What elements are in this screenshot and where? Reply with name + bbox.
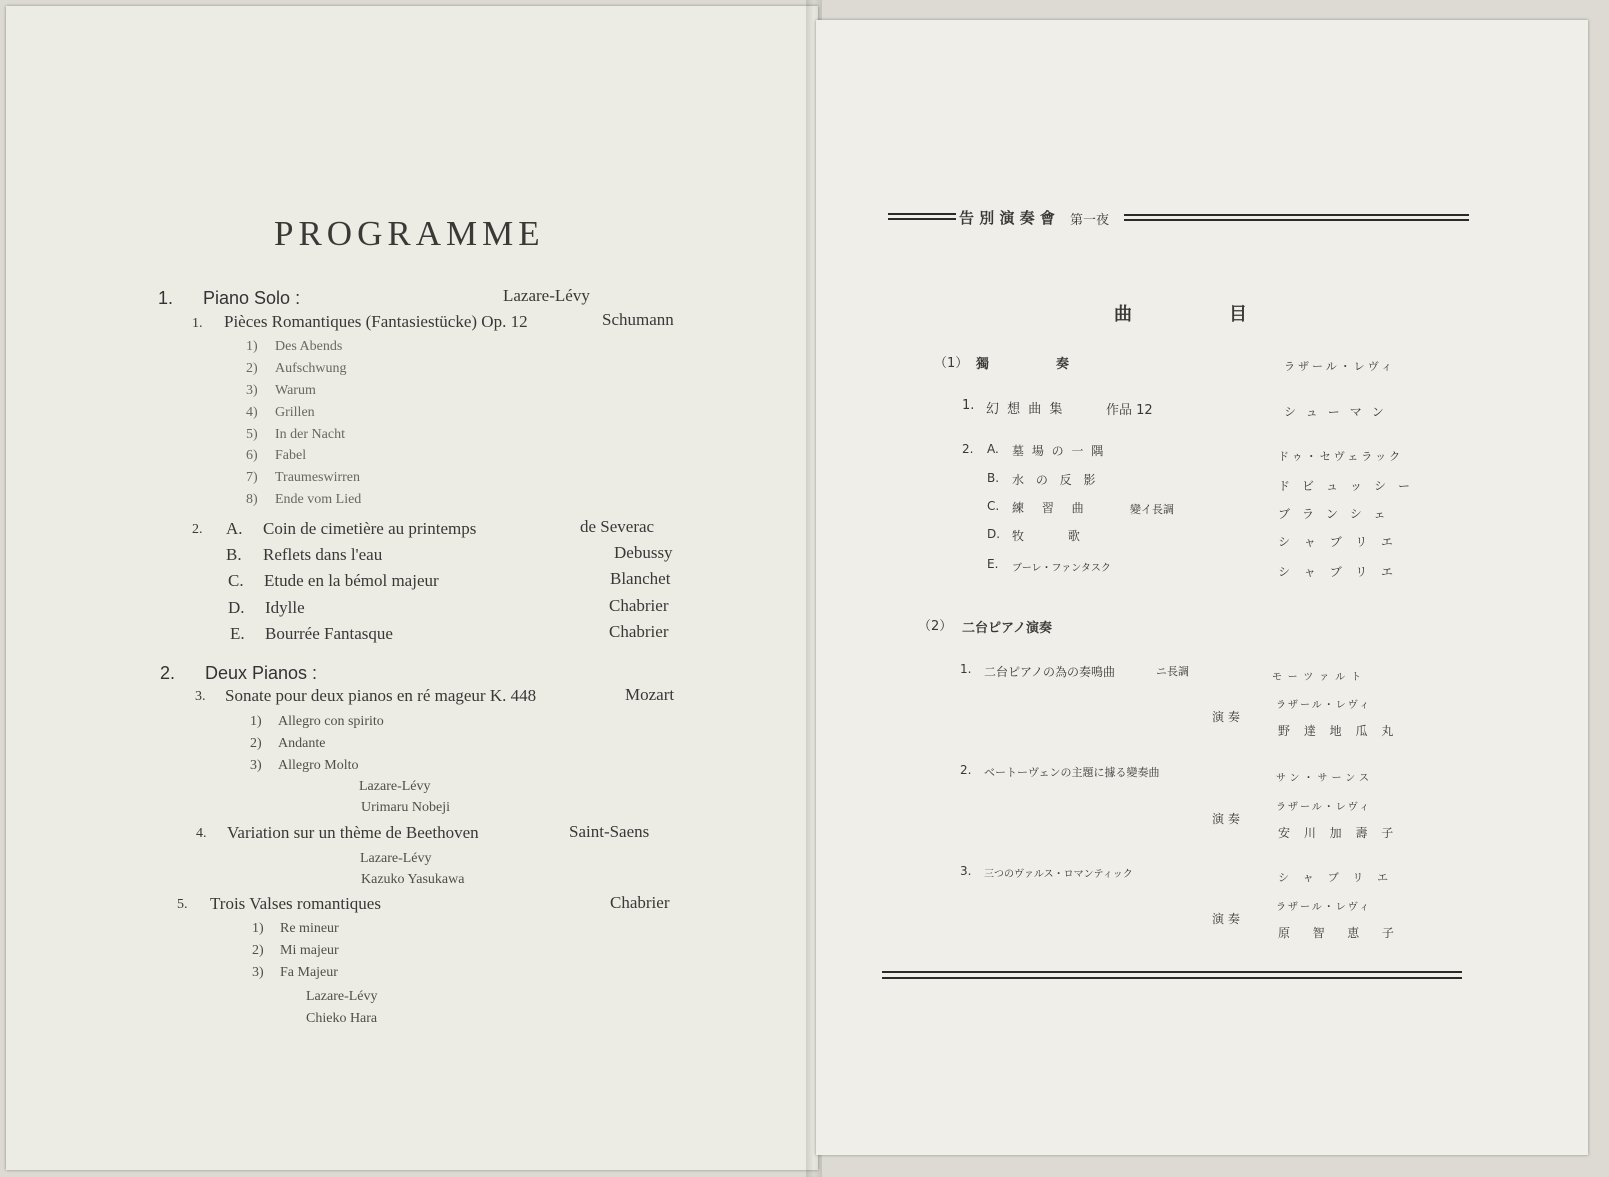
duo-3-performer: 原 智 恵 子	[1278, 926, 1399, 940]
item-extra: 變イ長調	[1130, 503, 1174, 516]
piece-4-number: 4.	[196, 826, 207, 841]
section-1-label-2: 奏	[1056, 357, 1070, 372]
item-composer: Chabrier	[609, 622, 669, 641]
piece-5-performer: Chieko Hara	[306, 1011, 378, 1026]
item-composer: ドビュッシー	[1278, 479, 1423, 493]
duo-2-performer: 安 川 加 壽 子	[1278, 826, 1399, 840]
item-composer: Chabrier	[609, 596, 669, 615]
movement-number: 1)	[252, 921, 264, 936]
movement-title: Grillen	[275, 405, 315, 420]
item-composer: シャブリエ	[1278, 535, 1408, 549]
item-letter: C.	[987, 499, 1000, 513]
item-title: Idylle	[265, 598, 305, 617]
piece-3-performer: Urimaru Nobeji	[361, 800, 451, 815]
item-title: 水 の 反 影	[1012, 473, 1100, 487]
duo-2-title: ベートーヴェンの主題に據る變奏曲	[984, 766, 1160, 779]
item-letter: B.	[987, 471, 1000, 485]
section-2-label: Deux Pianos :	[205, 663, 318, 683]
movement-title: Aufschwung	[275, 361, 347, 376]
piece-5-performer: Lazare-Lévy	[306, 989, 378, 1004]
left-page	[6, 6, 818, 1170]
piece-1-number: 1.	[962, 398, 975, 413]
program-heading-left: 曲	[1114, 304, 1132, 325]
duo-1-key: ニ長調	[1156, 665, 1189, 678]
duo-1-title: 二台ピアノの為の奏鳴曲	[984, 665, 1116, 679]
movement-title: Allegro Molto	[278, 758, 359, 773]
duo-1-performer: 野 達 地 瓜 丸	[1278, 724, 1399, 738]
movement-number: 4)	[246, 405, 258, 420]
item-composer: ドゥ・セヴェラック	[1278, 450, 1404, 463]
movement-title: Mi majeur	[280, 943, 339, 958]
movement-title: Re mineur	[280, 921, 339, 936]
section-1-number: 1.	[158, 288, 174, 308]
item-title: 牧 歌	[1012, 529, 1083, 543]
piece-5-number: 5.	[177, 897, 188, 912]
duo-1-performer: ラザール・レヴィ	[1276, 700, 1372, 711]
item-title: ブーレ・ファンタスク	[1012, 563, 1111, 574]
duo-3-performed-by: 演 奏	[1212, 912, 1240, 926]
item-composer: de Severac	[580, 517, 655, 536]
footer-rule	[882, 977, 1462, 979]
movement-title: Ende vom Lied	[275, 492, 362, 507]
item-title: Bourrée Fantasque	[265, 624, 393, 643]
piece-1-title: Pièces Romantiques (Fantasiestücke) Op. 12	[224, 312, 528, 331]
movement-title: Warum	[275, 383, 316, 398]
movement-title: Allegro con spirito	[278, 714, 384, 729]
item-composer: Blanchet	[610, 569, 671, 588]
piece-3-performer: Lazare-Lévy	[359, 779, 431, 794]
piece-4-performer: Lazare-Lévy	[360, 851, 432, 866]
concert-night: 第一夜	[1070, 213, 1110, 228]
piece-4-composer: Saint-Saens	[569, 822, 650, 841]
duo-1-composer: モーツァルト	[1272, 672, 1368, 683]
movement-title: Des Abends	[275, 339, 343, 354]
footer-rule	[882, 971, 1462, 973]
movement-number: 2)	[250, 736, 262, 751]
piece-1-opus: 作品 12	[1106, 403, 1153, 418]
piece-3-number: 3.	[195, 689, 206, 704]
item-title: 練 習 曲	[1012, 501, 1091, 515]
item-letter: A.	[226, 519, 243, 538]
movement-number: 6)	[246, 448, 258, 463]
piece-5-title: Trois Valses romantiques	[210, 894, 381, 913]
header-rule	[1124, 214, 1469, 216]
item-title: 墓 場 の 一 隅	[1012, 444, 1106, 458]
duo-2-number: 2.	[960, 763, 972, 777]
item-title: Reflets dans l'eau	[263, 545, 383, 564]
movement-number: 8)	[246, 492, 258, 507]
item-letter: C.	[228, 571, 244, 590]
section-1-label: Piano Solo :	[203, 288, 301, 308]
piece-4-title: Variation sur un thème de Beethoven	[227, 823, 479, 842]
item-composer: ブランシェ	[1278, 507, 1398, 521]
piece-1-composer: Schumann	[602, 310, 674, 329]
piece-2-number: 2.	[962, 442, 974, 456]
duo-3-title: 三つのヴァルス・ロマンティック	[984, 869, 1133, 880]
piece-1-number: 1.	[192, 316, 203, 331]
section-2-label: 二台ピアノ演奏	[962, 621, 1052, 636]
movement-number: 7)	[246, 470, 258, 485]
header-rule	[1124, 219, 1469, 221]
movement-number: 1)	[246, 339, 258, 354]
movement-number: 2)	[246, 361, 258, 376]
piece-1-composer: シューマン	[1284, 405, 1394, 419]
programme-title: PROGRAMME	[274, 214, 545, 253]
piece-2-number: 2.	[192, 522, 203, 537]
item-title: Coin de cimetière au printemps	[263, 519, 477, 538]
movement-title: Andante	[278, 736, 326, 751]
item-title: Etude en la bémol majeur	[264, 571, 439, 590]
piece-1-title: 幻 想 曲 集	[986, 402, 1065, 417]
duo-2-performer: ラザール・レヴィ	[1276, 802, 1372, 813]
section-1-number: （1）	[934, 356, 969, 371]
item-letter: A.	[987, 442, 999, 456]
header-rule	[888, 213, 956, 215]
duo-3-number: 3.	[960, 864, 972, 878]
duo-1-performed-by: 演 奏	[1212, 710, 1240, 724]
program-heading-right: 目	[1229, 304, 1247, 325]
piece-3-title: Sonate pour deux pianos en ré mageur K. 448	[225, 686, 537, 705]
movement-title: Fa Majeur	[280, 965, 338, 980]
duo-1-number: 1.	[960, 662, 972, 676]
duo-3-performer: ラザール・レヴィ	[1276, 902, 1372, 913]
section-2-number: （2）	[918, 619, 953, 634]
section-1-label: 獨	[976, 357, 990, 372]
movement-title: Traumeswirren	[275, 470, 361, 485]
item-letter: D.	[228, 598, 245, 617]
movement-number: 2)	[252, 943, 264, 958]
header-rule	[888, 218, 956, 220]
section-1-performer: ラザール・レヴィ	[1284, 360, 1396, 373]
piece-4-performer: Kazuko Yasukawa	[361, 872, 465, 887]
duo-2-composer: サン・サーンス	[1276, 773, 1373, 784]
item-letter: B.	[226, 545, 242, 564]
movement-number: 3)	[246, 383, 258, 398]
item-composer: シャブリエ	[1278, 565, 1408, 579]
movement-number: 5)	[246, 427, 258, 442]
movement-title: Fabel	[275, 448, 307, 463]
right-page	[816, 20, 1588, 1155]
section-2-number: 2.	[160, 663, 176, 683]
section-1-performer: Lazare-Lévy	[503, 286, 590, 305]
item-composer: Debussy	[614, 543, 673, 562]
piece-3-composer: Mozart	[625, 685, 675, 704]
movement-number: 3)	[252, 965, 264, 980]
item-letter: D.	[987, 527, 1001, 541]
concert-title: 告 別 演 奏 會	[959, 209, 1055, 227]
movement-title: In der Nacht	[275, 427, 345, 442]
item-letter: E.	[987, 557, 999, 571]
duo-2-performed-by: 演 奏	[1212, 812, 1240, 826]
duo-3-composer: シャブリエ	[1278, 871, 1403, 884]
item-letter: E.	[230, 624, 245, 643]
piece-5-composer: Chabrier	[610, 893, 670, 912]
movement-number: 1)	[250, 714, 262, 729]
movement-number: 3)	[250, 758, 262, 773]
